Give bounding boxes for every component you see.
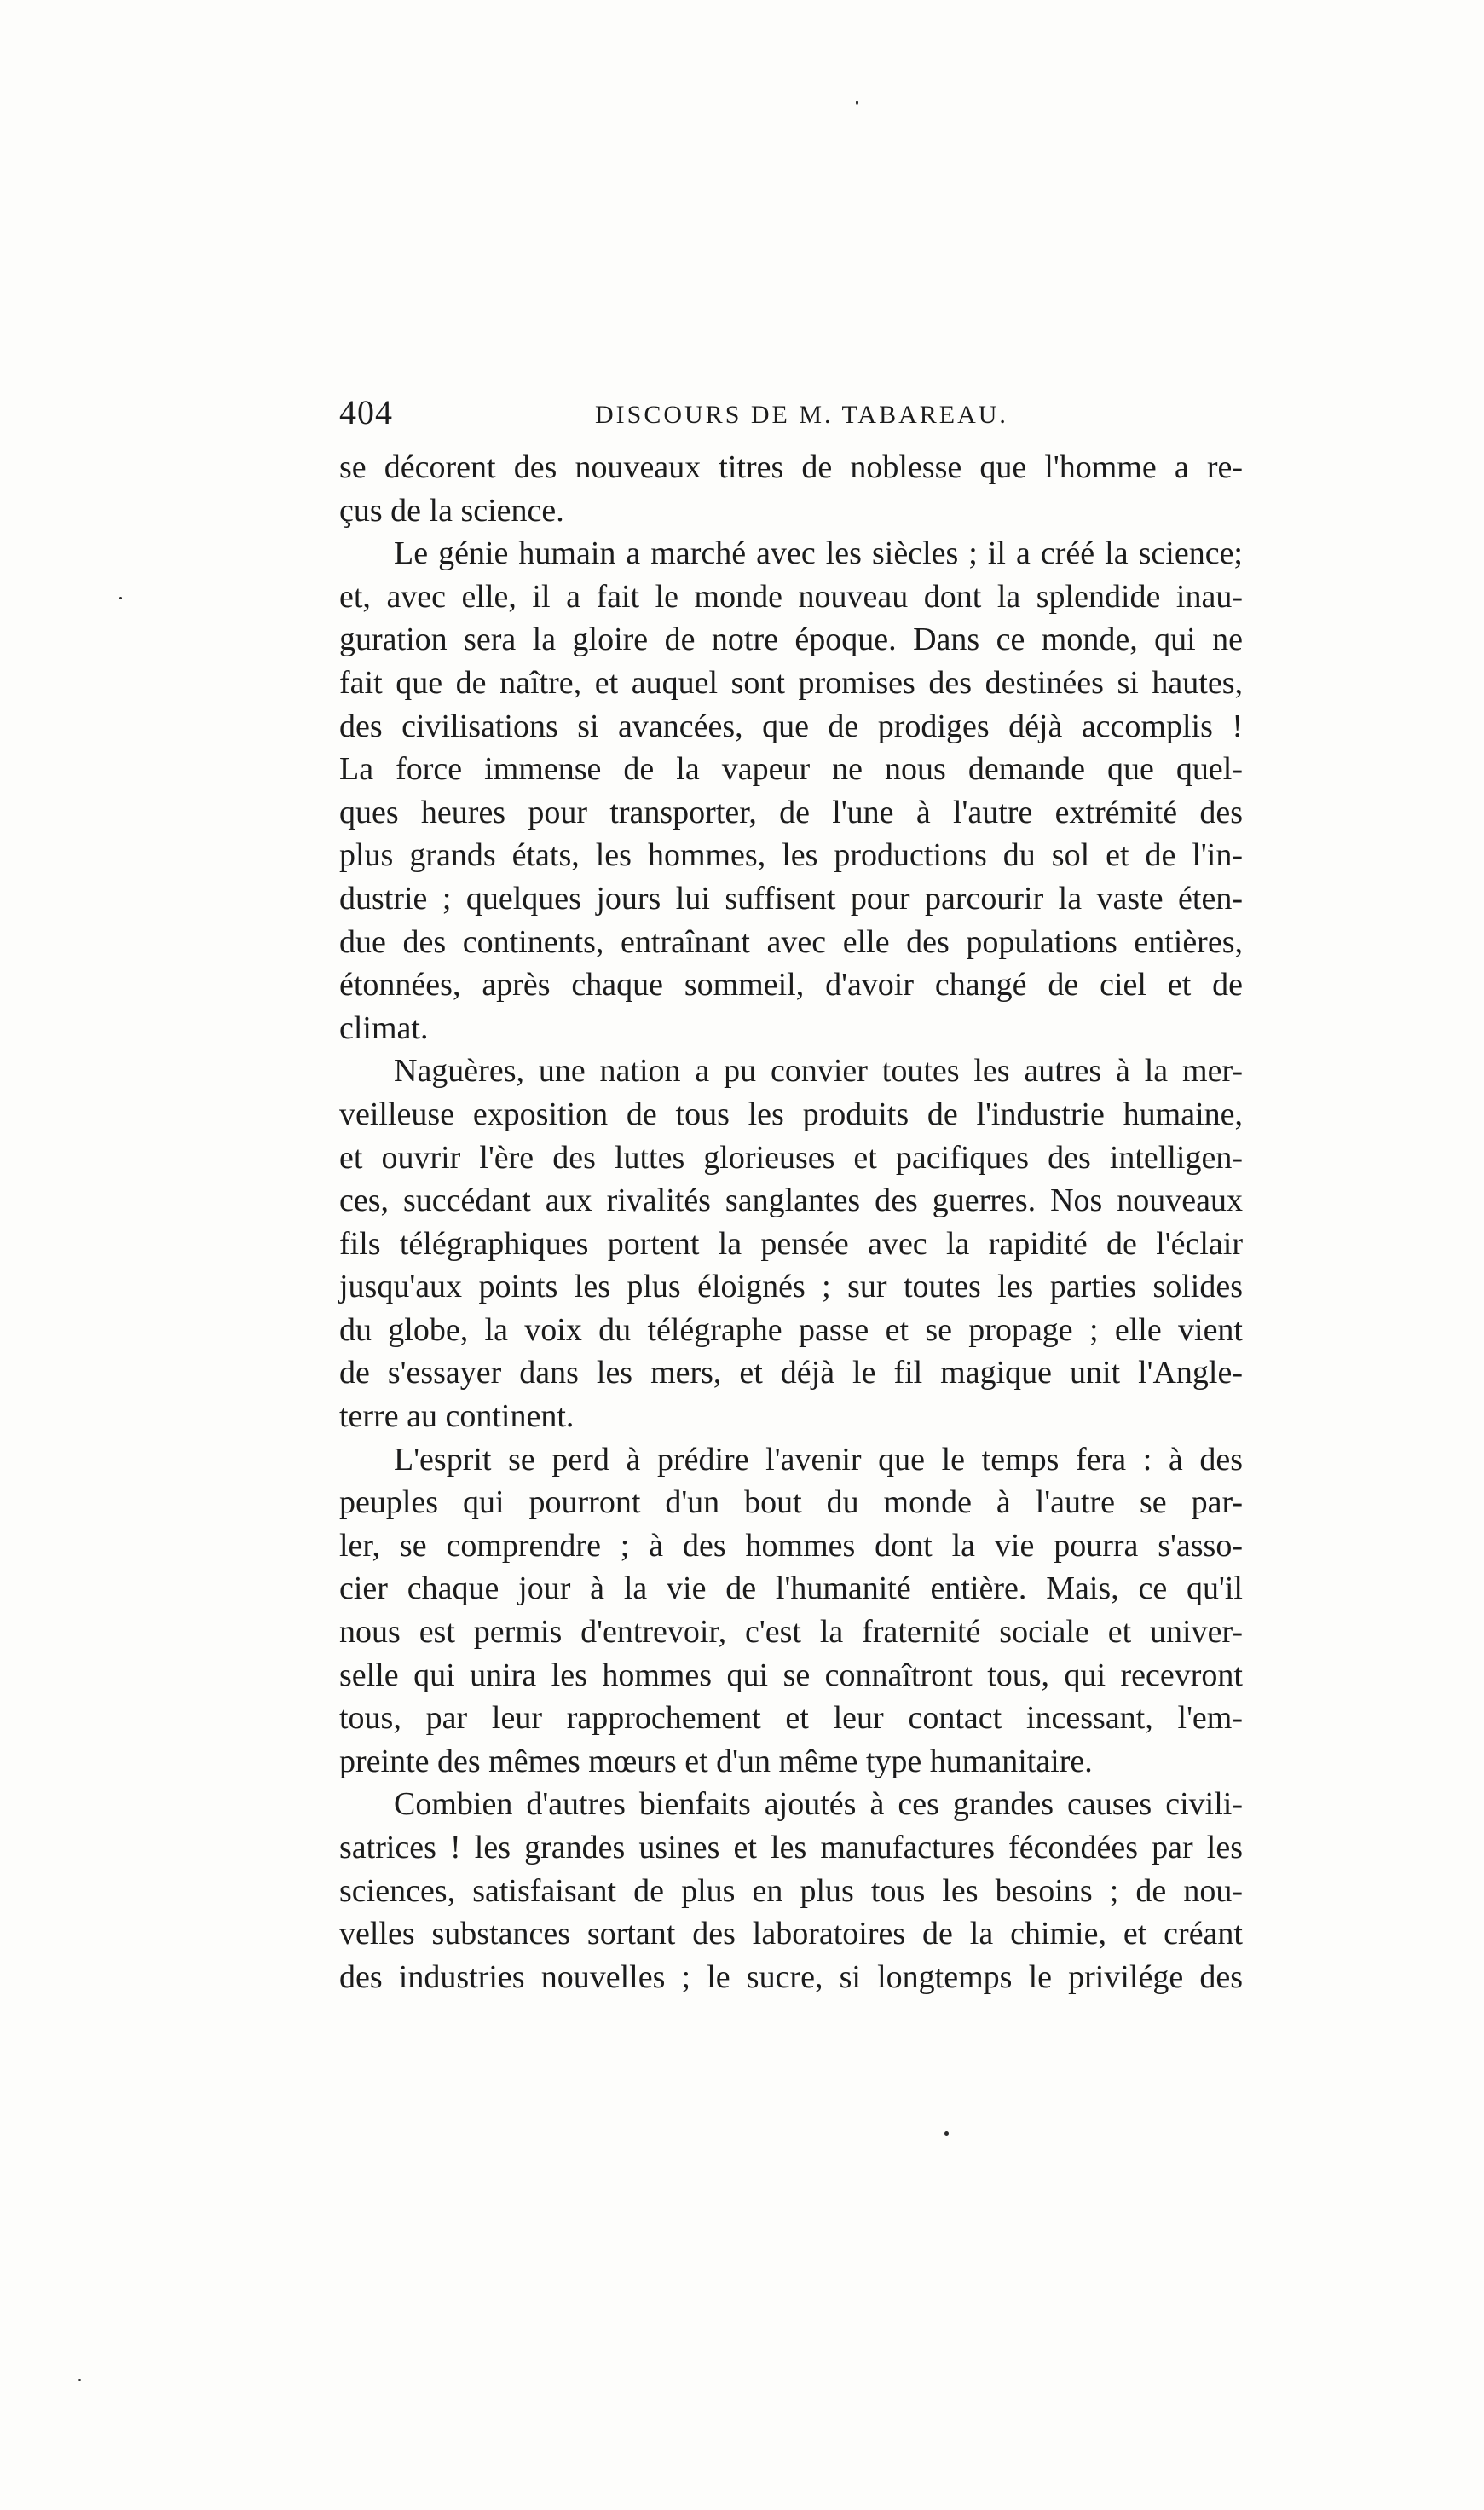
text-line: de s'essayer dans les mers, et déjà le fil magique unit l'Angle- xyxy=(339,1355,1243,1391)
text-line: jusqu'aux points les plus éloignés ; sur toutes les parties solides xyxy=(339,1269,1243,1305)
scan-speck xyxy=(119,597,122,599)
text-line: étonnées, après chaque sommeil, d'avoir changé de ciel et de xyxy=(339,967,1243,1003)
text-line: terre au continent. xyxy=(339,1398,575,1435)
text-line: ques heures pour transporter, de l'une à l'autre extrémité des xyxy=(339,794,1243,830)
scan-speck xyxy=(78,2379,81,2381)
text-line: preinte des mêmes mœurs et d'un même type humanitaire. xyxy=(339,1743,1093,1779)
text-line: veilleuse exposition de tous les produits de l'industrie humaine, xyxy=(339,1096,1243,1132)
text-line: Le génie humain a marché avec les siècles ; il a créé la science; xyxy=(394,535,1243,572)
text-line: et ouvrir l'ère des luttes glorieuses et pacifiques des intelligen- xyxy=(339,1139,1243,1176)
text-line: climat. xyxy=(339,1009,429,1046)
text-line: et, avec elle, il a fait le monde nouveau dont la splendide inau- xyxy=(339,578,1243,615)
page-header xyxy=(339,390,1243,442)
text-line: des industries nouvelles ; le sucre, si longtemps le privilége des xyxy=(339,1958,1243,1995)
scan-speck xyxy=(944,2131,949,2136)
text-line: çus de la science. xyxy=(339,492,564,529)
text-line: Naguères, une nation a pu convier toutes les autres à la mer- xyxy=(394,1053,1243,1090)
text-line: velles substances sortant des laboratoires de la chimie, et créant xyxy=(339,1916,1243,1952)
text-line: cier chaque jour à la vie de l'humanité entière. Mais, ce qu'il xyxy=(339,1570,1243,1607)
text-line: La force immense de la vapeur ne nous demande que quel- xyxy=(339,751,1243,788)
text-line: nous est permis d'entrevoir, c'est la fraternité sociale et univer- xyxy=(339,1614,1243,1651)
text-line: selle qui unira les hommes qui se connaîtront tous, qui recevront xyxy=(339,1657,1243,1693)
text-line: guration sera la gloire de notre époque. Dans ce monde, qui ne xyxy=(339,622,1243,658)
page-number: 404 xyxy=(339,393,393,431)
text-line: L'esprit se perd à prédire l'avenir que le temps fera : à des xyxy=(394,1441,1243,1478)
text-line: du globe, la voix du télégraphe passe et se propage ; elle vient xyxy=(339,1311,1243,1348)
text-line: dustrie ; quelques jours lui suffisent pour parcourir la vaste éten- xyxy=(339,880,1243,917)
scan-speck xyxy=(856,101,858,105)
text-line: ler, se comprendre ; à des hommes dont la vie pourra s'asso- xyxy=(339,1527,1243,1564)
text-line: sciences, satisfaisant de plus en plus tous les besoins ; de nou- xyxy=(339,1872,1243,1909)
text-line: fils télégraphiques portent la pensée avec la rapidité de l'éclair xyxy=(339,1225,1243,1262)
text-line: plus grands états, les hommes, les productions du sol et de l'in- xyxy=(339,837,1243,874)
body-text xyxy=(339,446,1243,1998)
text-line: tous, par leur rapprochement et leur contact incessant, l'em- xyxy=(339,1700,1243,1737)
text-line: se décorent des nouveaux titres de noblesse que l'homme a re- xyxy=(339,449,1243,485)
text-line: peuples qui pourront d'un bout du monde à l'autre se par- xyxy=(339,1484,1243,1521)
text-line: due des continents, entraînant avec elle des populations entières, xyxy=(339,923,1243,960)
text-line: ces, succédant aux rivalités sanglantes des guerres. Nos nouveaux xyxy=(339,1183,1243,1219)
text-line: satrices ! les grandes usines et les manufactures fécondées par les xyxy=(339,1830,1243,1865)
running-head: DISCOURS DE M. TABAREAU. xyxy=(595,401,1008,429)
text-line: fait que de naître, et auquel sont promises des destinées si hautes, xyxy=(339,664,1243,701)
text-line: des civilisations si avancées, que de prodiges déjà accomplis ! xyxy=(339,708,1243,744)
text-line: Combien d'autres bienfaits ajoutés à ces grandes causes civili- xyxy=(394,1786,1243,1823)
